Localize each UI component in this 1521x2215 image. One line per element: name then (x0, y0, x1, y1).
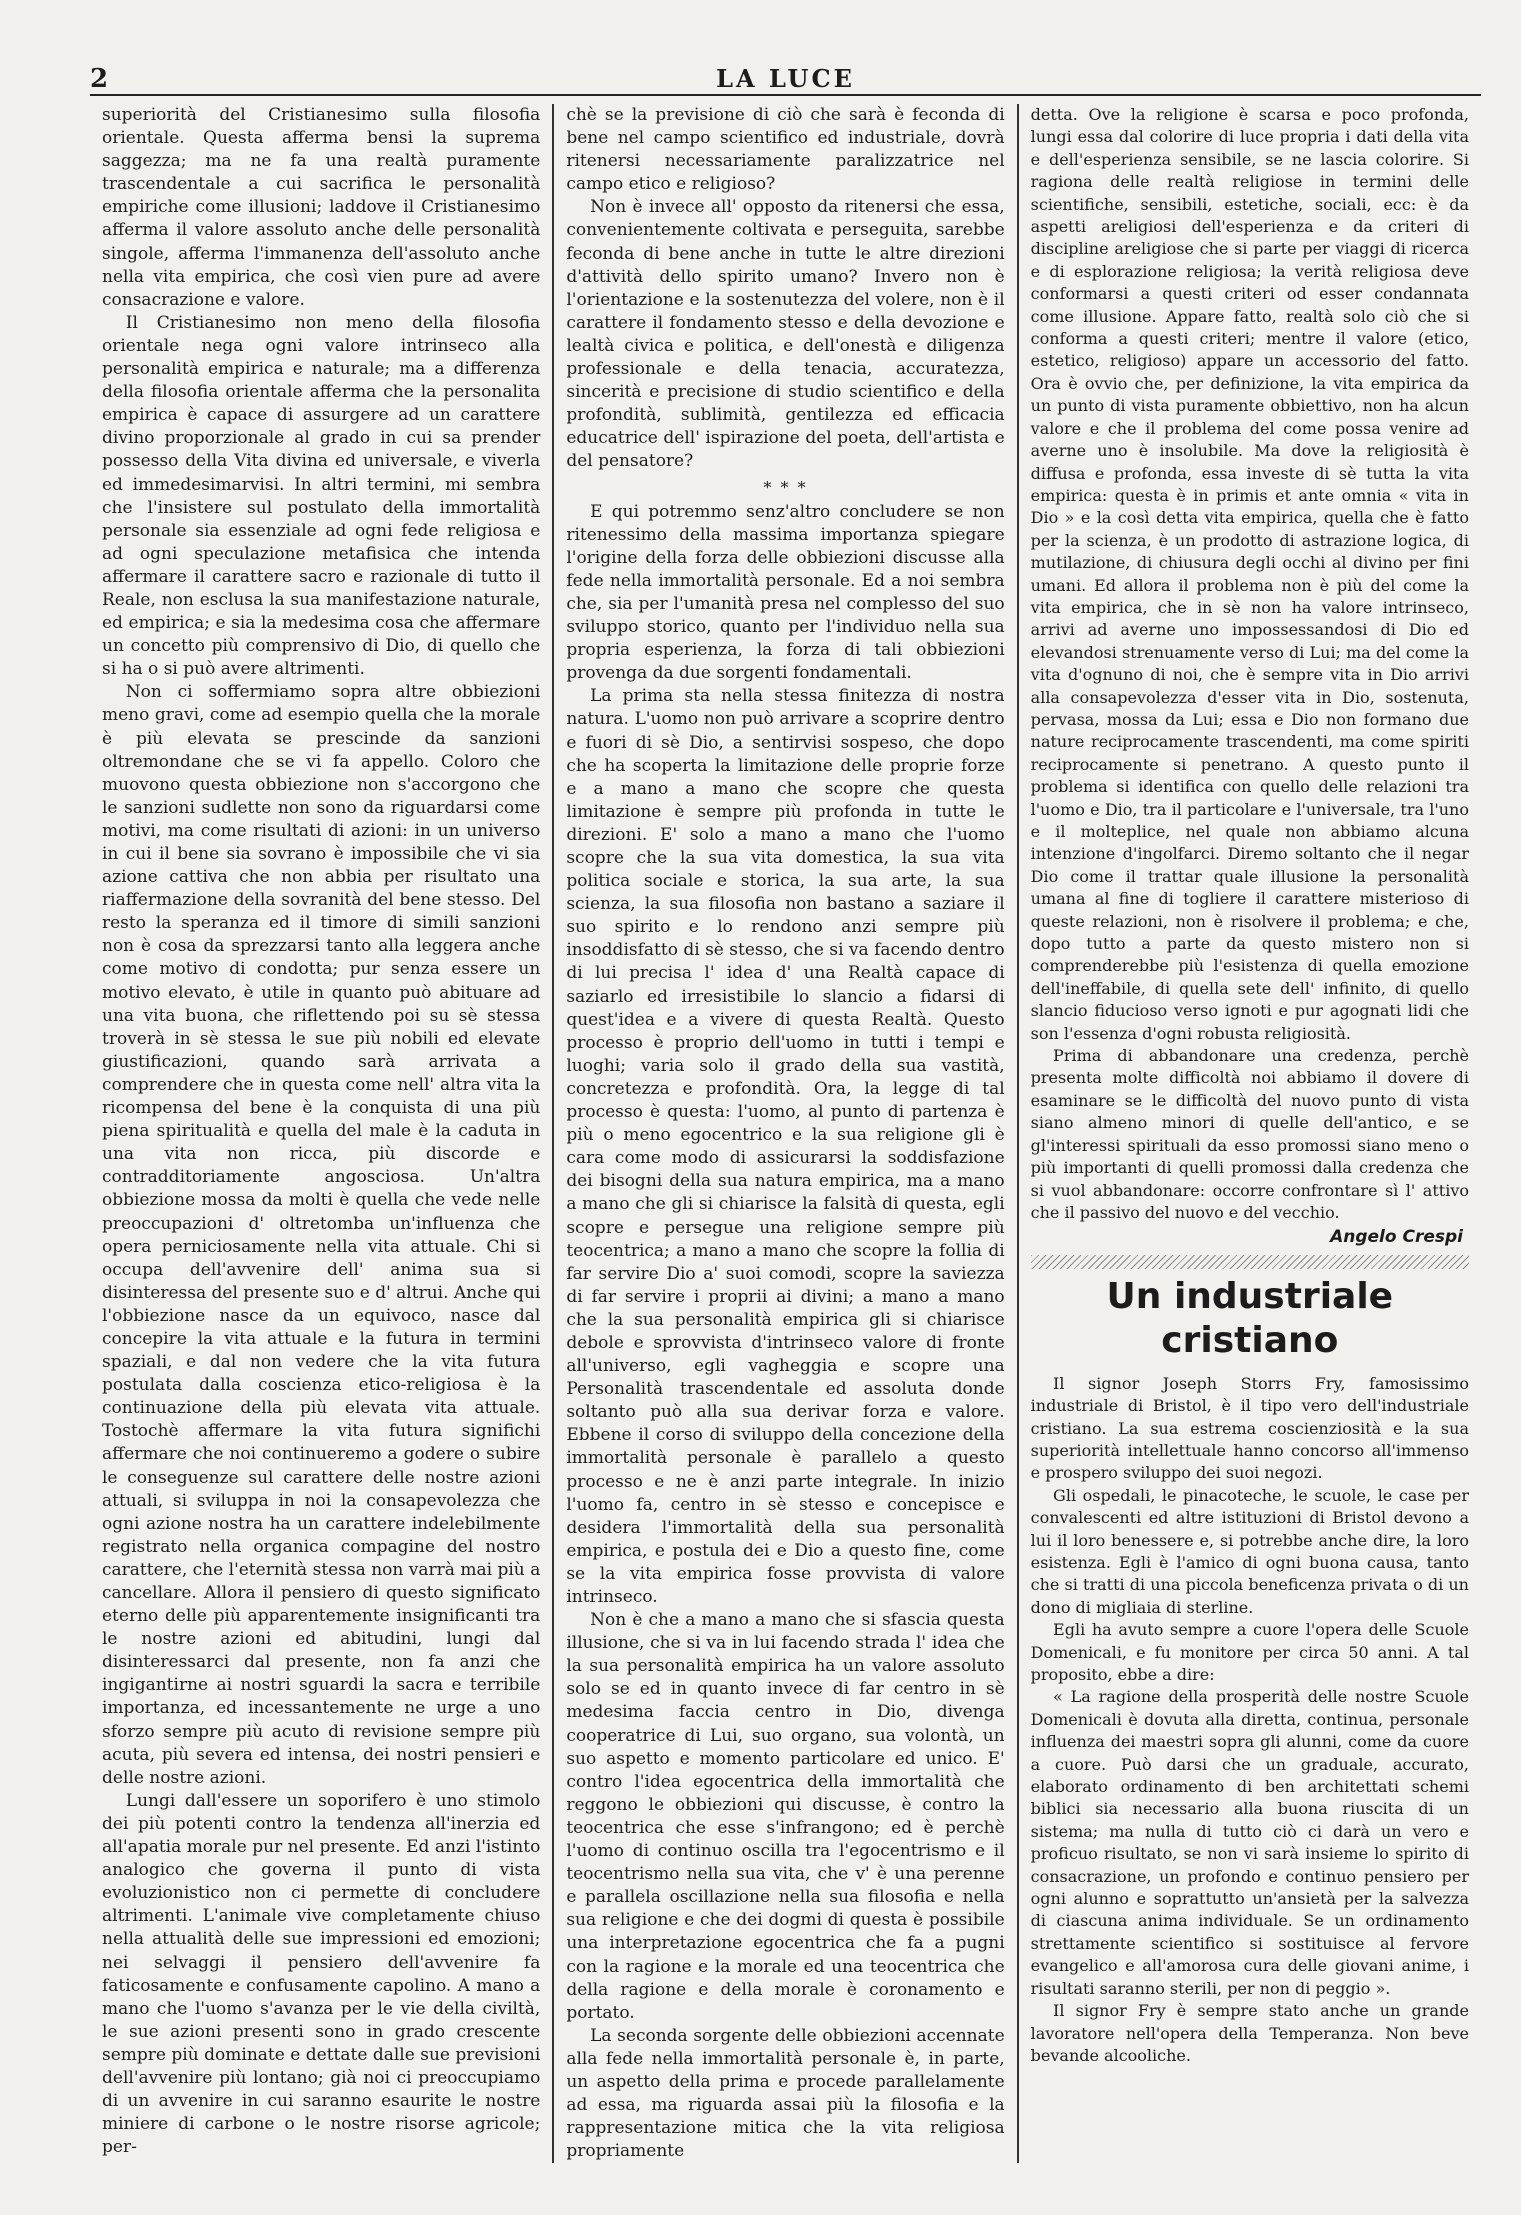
paragraph: Il Cristianesimo non meno della filosofia orientale nega ogni valore intrinseco alla personalità empirica e naturale; ma a differenza della filosofia orientale afferma che la personalita empirica è capace di assurgere ad un carattere divino proporzionale al grado in cui sa prender possesso della Vita divina ed universale, e viverla ed immedesimarvisi. In altri termini, mi sembra che l'insistere sul postulato della immortalità personale sia essenziale ad ogni fede religiosa e ad ogni speculazione metafisica che intenda affermare il carattere sacro e razionale di tutto il Reale, non esclusa la sua manifestazione naturale, ed empirica; e sia la medesima cosa che affermare un concetto più comprensivo di Dio, di quello che si ha o si può avere altrimenti. (102, 312, 541, 680)
paragraph: Non è invece all' opposto da ritenersi che essa, convenientemente coltivata e perseguita, sarebbe feconda di bene anche in tutte le altre direzioni d'attività dello spirito umano? Invero non è l'orientazione e la sostenutezza del volere, non è il carattere il fondamento stesso e della devozione e lealtà civica e politica, e dell'onestà e diligenza professionale e della tenacia, accuratezza, sincerità e precisione di studio scientifico e della profondità, sublimità, gentilezza ed efficacia educatrice dell' ispirazione del poeta, dell'artista e del pensatore? (566, 197, 1005, 472)
paragraph: La seconda sorgente delle obbiezioni accennate alla fede nella immortalità personale è, in parte, un aspetto della prima e procede parallelamente ad essa, ma riguarda assai più la filosofia e la rappresentazione mitica che la vita religiosa propriamente (566, 2025, 1005, 2162)
paper-name: LA LUCE (716, 64, 855, 93)
paragraph: Il signor Fry è sempre stato anche un grande lavoratore nell'opera della Temperanza. Non beve bevande alcooliche. (1030, 2001, 1469, 2065)
columns (90, 104, 1481, 2163)
column-3 (1019, 104, 1481, 2163)
column-1 (90, 104, 552, 2163)
column-2 (554, 104, 1016, 2163)
paragraph: Gli ospedali, le pinacoteche, le scuole, le case per convalescenti ed altre istituzioni di Bristol devono a lui il loro benessere e, si potrebbe anche dire, la loro esistenza. Egli è l'amico di ogni buona causa, tanto che si tratti di una piccola beneficenza privata o di un dono di migliaia di sterline. (1030, 1485, 1469, 1617)
page-number: 2 (90, 64, 109, 94)
paragraph: Non è che a mano a mano che si sfascia questa illusione, che si va in lui facendo strada l' idea che la sua personalità empirica ha un valore assoluto solo se ed in quanto invece di far centro in sè medesima faccia centro in Dio, divenga cooperatrice di Lui, suo organo, sua volontà, un suo aspetto e momento particolare ed unico. E' contro l'idea egocentrica della immortalità che reggono le obbiezioni qui discusse, è contro la teocentrica che esse s'infrangono; ed è perchè l'uomo di continuo oscilla tra l'egocentrismo e il teocentrismo nella sua vita, che v' è una perenne e parallela oscillazione nella sua filosofia e nella sua religione e che dei dogmi di questa è possibile una interpretazione egocentrica che fa a pugni con la ragione e la morale ed una teocentrica che della ragione e della morale è coronamento e portato. (566, 1610, 1005, 2023)
decorative-divider (1031, 1255, 1469, 1269)
paragraph: detta. Ove la religione è scarsa e poco profonda, lungi essa dal colorire di luce propria i dati della vita e dell'esperienza sensibile, se ne lascia colorire. Si ragiona delle realtà religiose in termini delle scientifiche, sensibili, estetiche, sociali, ecc: è da aspetti areligiosi dell'esperienza e da criteri di discipline areligiose che si parte per viaggi di ricerca e di esplorazione religiosa; la verità religiosa deve conformarsi a questi criteri od esser condannata come illusione. Appare fatto, realtà solo ciò che si conforma a questi criteri; mentre il valore (etico, estetico, religioso) appare un accessorio del fatto. Ora è ovvio che, per definizione, la vita empirica da un punto di vista puramente obbiettivo, non ha alcun valore e che il problema del come possa venire ad averne uno è insolubile. Ma dove la religiosità è diffusa e profonda, essa investe di sè tutta la vita empirica: questa è in primis et ante omnia « vita in Dio » e la così detta vita empirica, quella che è fatto per la scienza, è un prodotto di astrazione logica, di mutilazione, di chiusura degli occhi al divino per fini umani. Ed allora il problema non è più del come la vita empirica, che in sè non ha valore intrinseco, arrivi ad averne uno impossessandosi di Dio ed elevandosi strenuamente verso di Lui; ma del come la vita d'ognuno di noi, che è sempre vita in Dio arrivi alla consapevolezza d'esser vita in Dio, sostenuta, pervasa, mossa da Lui; essa e Dio non formano due nature reciprocamente trascendenti, ma come spiriti reciprocamente si penetrano. A questo punto il problema si identifica con quello delle relazioni tra l'uomo e Dio, tra il particolare e l'universale, tra l'uno e il molteplice, nel quale non abbiamo alcuna intenzione d'ingolfarci. Diremo soltanto che il negar Dio come il trattar quale illusione la personalità umana al fine di togliere il carattere misterioso di queste relazioni, non è risolvere il problema; e che, dopo tutto a parte da questo mistero non si comprenderebbe più l'esistenza di quella emozione dell'ineffabile, di quella sete dell' infinito, di quello slancio fiducioso verso ignoti e pur agognati lidi che son l'essenza d'ogni robusta religiosità. (1030, 105, 1469, 1043)
paragraph: Egli ha avuto sempre a cuore l'opera delle Scuole Domenicali, e fu monitore per circa 50 anni. A tal proposito, ebbe a dire: (1030, 1620, 1469, 1684)
masthead (90, 62, 1481, 96)
section-separator: * * * (763, 477, 808, 497)
article-headline: Un industriale cristiano (1106, 1275, 1394, 1361)
paragraph: La prima sta nella stessa finitezza di nostra natura. L'uomo non può arrivare a scoprire dentro e fuori di sè Dio, a sentirvisi sospeso, che dopo che ha scoperta la limitazione delle proprie forze e a mano a mano che scopre che questa limitazione è sempre più profonda in tutte le direzioni. E' solo a mano a mano che l'uomo scopre che la sua vita domestica, la sua vita politica sociale e storica, la sua arte, la sua scienza, la sua filosofia non bastano a saziare il suo spirito e lo rendono anzi sempre più insoddisfatto di sè stesso, che si va facendo dentro di lui precisa l' idea d' una Realtà capace di saziarlo ed irresistibile lo slancio a fidarsi di quest'idea e a vivere di questa Realtà. Questo processo è proprio dell'uomo in tutti i tempi e luoghi; varia solo il grado della sua vastità, concretezza e profondità. Ora, la legge di tal processo è questa: l'uomo, al punto di partenza è più o meno egocentrico e la sua religione gli è cara come modo di assicurarsi la soddisfazione dei bisogni della sua natura empirica, ma a mano a mano che gli si chiarisce la falsità di questa, egli scopre e persegue una religione sempre più teocentrica; a mano a mano che scopre la follia di far servire Dio a' suoi comodi, scopre la saviezza di far servire i proprii ai divini; a mano a mano che la sua personalità empirica gli si chiarisce debole e sprovvista d'intrinseco valore di fronte all'universo, egli vagheggia e scopre una Personalità trascendentale ed assoluta donde soltanto può alla sua derivar forza e valore. Ebbene il corso di sviluppo della concezione della immortalità personale è parallelo a questo processo e ne è anzi parte integrale. In inizio l'uomo fa, centro in sè stesso e concepisce e desidera l'immortalità della sua personalità empirica, e postula dei e Dio a questo fine, come se la vita empirica fosse provvista di valore intrinseco. (566, 686, 1005, 1607)
paragraph: chè se la previsione di ciò che sarà è feconda di bene nel campo scientifico ed industriale, dovrà ritenersi necessariamente paralizzatrice nel campo etico e religioso? (566, 105, 1005, 195)
paragraph: Lungi dall'essere un soporifero è uno stimolo dei più potenti contro la tendenza all'inerzia ed all'apatia morale pur nel presente. Ed anzi l'istinto analogico che governa il punto di vista evoluzionistico non ci permette di concludere altrimenti. L'animale vive completamente chiuso nella attualità delle sue impressioni ed emozioni; nei selvaggi il pensiero dell'avvenire fa faticosamente e confusamente capolino. A mano a mano che l'uomo s'avanza per le vie della civiltà, le sue azioni presenti sono in grado crescente sempre più dominate e dettate dalle sue previsioni dell'avvenire più lontano; già noi ci preoccupiamo di un avvenire in cui saranno esaurite le nostre miniere di carbone o le nostre risorse agricole; per- (102, 1790, 541, 2158)
quote-paragraph: « La ragione della prosperità delle nostre Scuole Domenicali è dovuta alla diretta, continua, personale influenza dei maestri sopra gli alunni, come da cuore a cuore. Può darsi che un graduale, accurato, elaborato ordinamento di ben architettati schemi biblici sia necessario alla buona riuscita di un sistema; ma nulla di tutto ciò ci darà un vero e proficuo risultato, se non vi sarà insieme lo spirito di consacrazione, un profondo e continuo pensiero per ogni alunno e soprattutto un'ansietà per la salvezza di ciascuna anima individuale. Se un ordinamento strettamente scientifico si sostituisce al fervore evangelico e all'amorosa cura delle giovani anime, i risultati saranno sterili, per non di peggio ». (1030, 1687, 1469, 1998)
paragraph: Prima di abbandonare una credenza, perchè presenta molte difficoltà noi abbiamo il dovere di esaminare se le difficoltà del nuovo punto di vista siano almeno minori di quelle dell'antico, e se gl'interessi spirituali da esso promossi siano meno o più importanti di quelli promossi dalla credenza che si vuol abbandonare: occorre confrontare sì l' attivo che il passivo del nuovo e del vecchio. (1030, 1046, 1469, 1222)
author-signature: Angelo Crespi (1330, 1227, 1463, 1248)
paragraph: Il signor Joseph Storrs Fry, famosissimo industriale di Bristol, è il tipo vero dell'industriale cristiano. La sua estrema coscienziosità e la sua superiorità intellettuale hanno concorso all'immenso e prospero sviluppo dei suoi negozi. (1030, 1373, 1469, 1483)
paragraph: E qui potremmo senz'altro concludere se non ritenessimo della massima importanza spiegare l'origine della forza delle obbiezioni discusse alla fede nella immortalità personale. Ed a noi sembra che, sia per l'umanità presa nel complesso del suo sviluppo storico, quanto per l'individuo nella sua propria esperienza, la forza di tali obbiezioni provenga da due sorgenti fondamentali. (566, 501, 1005, 684)
paragraph: Non ci soffermiamo sopra altre obbiezioni meno gravi, come ad esempio quella che la morale è più elevata se prescinde da sanzioni oltremondane che se vi fa appello. Coloro che muovono questa obbiezione non s'accorgono che le sanzioni sudlette non sono da riguardarsi come motivi, ma come risultati di azioni: in un universo in cui il bene sia sovrano è impossibile che vi sia azione cattiva che non abbia per risultato una riaffermazione della sovranità del bene stesso. Del resto la speranza ed il timore di simili sanzioni non è cosa da sprezzarsi tanto alla leggera anche come motivo di condotta; pur senza essere un motivo elevato, è utile in quanto può abituare ad una vita buona, che riflettendo poi su sè stessa troverà in sè stessa le sue più nobili ed elevate giustificazioni, quando sarà arrivata a comprendere che in questa come nell' altra vita la ricompensa del bene è la conquista di una più piena spiritualità e quella del male è la caduta in una vita non ricca, più discorde e contradditoriamente angosciosa. Un'altra obbiezione mossa da molti è quella che vede nelle preoccupazioni d' oltretomba un'influenza che opera perniciosamente nella vita attuale. Chi si occupa dell'avvenire dell' anima sua si disinteressa del presente suo e d' altrui. Anche qui l'obbiezione nasce da un equivoco, nasce dal concepire la vita attuale e la futura in termini spaziali, e dal non vedere che la vita futura postulata dalla coscienza etico-religiosa è la continuazione della più elevata vita attuale. Tostochè affermare la vita futura significhi affermare che noi continueremo a godere o subire le conseguenze sul carattere delle nostre azioni attuali, si sviluppa in noi la consapevolezza che ogni azione nostra ha un carattere indelebilmente registrato nella organica compagine del nostro carattere, che l'eternità stessa non varrà mai più a cancellare. Allora il pensiero di questo significato eterno delle più apparentemente insignificanti tra le nostre azioni ed abitudini, lungi dal disinteressarci dal presente, non fa anzi che ingigantirne ai nostri sguardi la sacra e terribile importanza, ed incessantemente ne urge a uno sforzo sempre più acuto di revisione sempre più acuta, più severa ed intensa, dei nostri pensieri e delle nostre azioni. (102, 682, 541, 1788)
paragraph: superiorità del Cristianesimo sulla filosofia orientale. Questa afferma bensi la suprema saggezza; ma ne fa una realtà puramente trascendentale a cui sacrifica le personalità empiriche come illusioni; laddove il Cristianesimo afferma il valore assoluto anche delle personalità singole, afferma l'immanenza dell'assoluto anche nella vita empirica, che così vien pure ad avere consacrazione e valore. (102, 105, 541, 310)
